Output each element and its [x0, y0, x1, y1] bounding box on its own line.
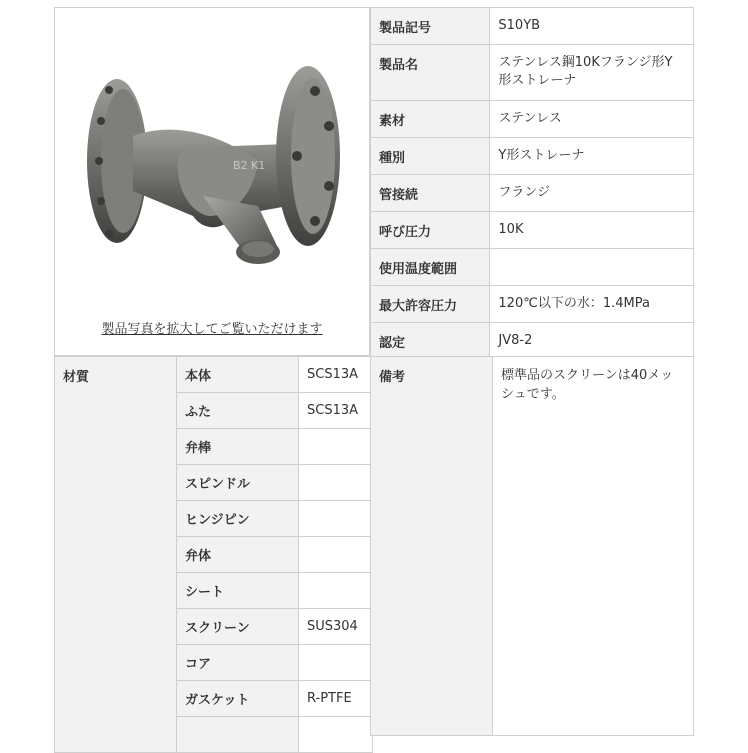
- material-part: 弁棒: [177, 429, 299, 465]
- spec-row: [371, 8, 694, 45]
- spec-row: [371, 175, 694, 212]
- spec-value: ステンレス: [490, 101, 694, 138]
- material-value: SUS304: [299, 609, 373, 645]
- material-part-empty: [177, 717, 299, 753]
- material-part: ヒンジピン: [177, 501, 299, 537]
- material-value: [299, 501, 373, 537]
- spec-row: [371, 101, 694, 138]
- spec-value: ステンレス鋼10Kフランジ形Y形ストレーナ: [490, 45, 694, 101]
- spec-key: 素材: [371, 101, 490, 138]
- spec-value: フランジ: [490, 175, 694, 212]
- spec-key: 認定: [371, 323, 490, 360]
- spec-value: Y形ストレーナ: [490, 138, 694, 175]
- material-part: スクリーン: [177, 609, 299, 645]
- spec-key: 管接続: [371, 175, 490, 212]
- casting-mark: B2 K1: [233, 159, 266, 172]
- material-value: R-PTFE: [299, 681, 373, 717]
- product-photo-cell: [54, 7, 370, 356]
- material-part: ガスケット: [177, 681, 299, 717]
- material-value: [299, 645, 373, 681]
- spec-value: 10K: [490, 212, 694, 249]
- spec-value: 120℃以下の水：1.4MPa: [490, 286, 694, 323]
- materials-table: [54, 356, 373, 753]
- spec-row: [371, 286, 694, 323]
- spec-row: [371, 45, 694, 101]
- material-part: 弁体: [177, 537, 299, 573]
- material-part: 本体: [177, 357, 299, 393]
- product-photo[interactable]: [83, 66, 341, 276]
- material-value: [299, 573, 373, 609]
- material-value: SCS13A: [299, 357, 373, 393]
- spec-key: 使用温度範囲: [371, 249, 490, 286]
- material-value: [299, 429, 373, 465]
- materials-header: 材質: [55, 357, 177, 753]
- spec-key: 種別: [371, 138, 490, 175]
- material-part: ふた: [177, 393, 299, 429]
- material-value-empty: [299, 717, 373, 753]
- spec-value: [490, 249, 694, 286]
- spec-row: [371, 212, 694, 249]
- product-detail: [54, 7, 694, 727]
- spec-key: 最大許容圧力: [371, 286, 490, 323]
- enlarge-photo-link[interactable]: 製品写真を拡大してご覧いただけます: [101, 322, 323, 337]
- spec-row: [371, 323, 694, 360]
- material-part: スピンドル: [177, 465, 299, 501]
- material-value: [299, 465, 373, 501]
- material-part: コア: [177, 645, 299, 681]
- spec-value: S10YB: [490, 8, 694, 45]
- spec-value: JV8-2: [490, 323, 694, 360]
- material-value: [299, 537, 373, 573]
- spec-key: 製品名: [371, 45, 490, 101]
- material-value: SCS13A: [299, 393, 373, 429]
- notes-text: 標準品のスクリーンは40メッシュです。: [492, 356, 694, 736]
- spec-table: [370, 7, 694, 360]
- spec-key: 製品記号: [371, 8, 490, 45]
- notes-header: 備考: [370, 356, 493, 736]
- spec-key: 呼び圧力: [371, 212, 490, 249]
- material-part: シート: [177, 573, 299, 609]
- material-row: [55, 357, 373, 393]
- spec-row: [371, 249, 694, 286]
- spec-row: [371, 138, 694, 175]
